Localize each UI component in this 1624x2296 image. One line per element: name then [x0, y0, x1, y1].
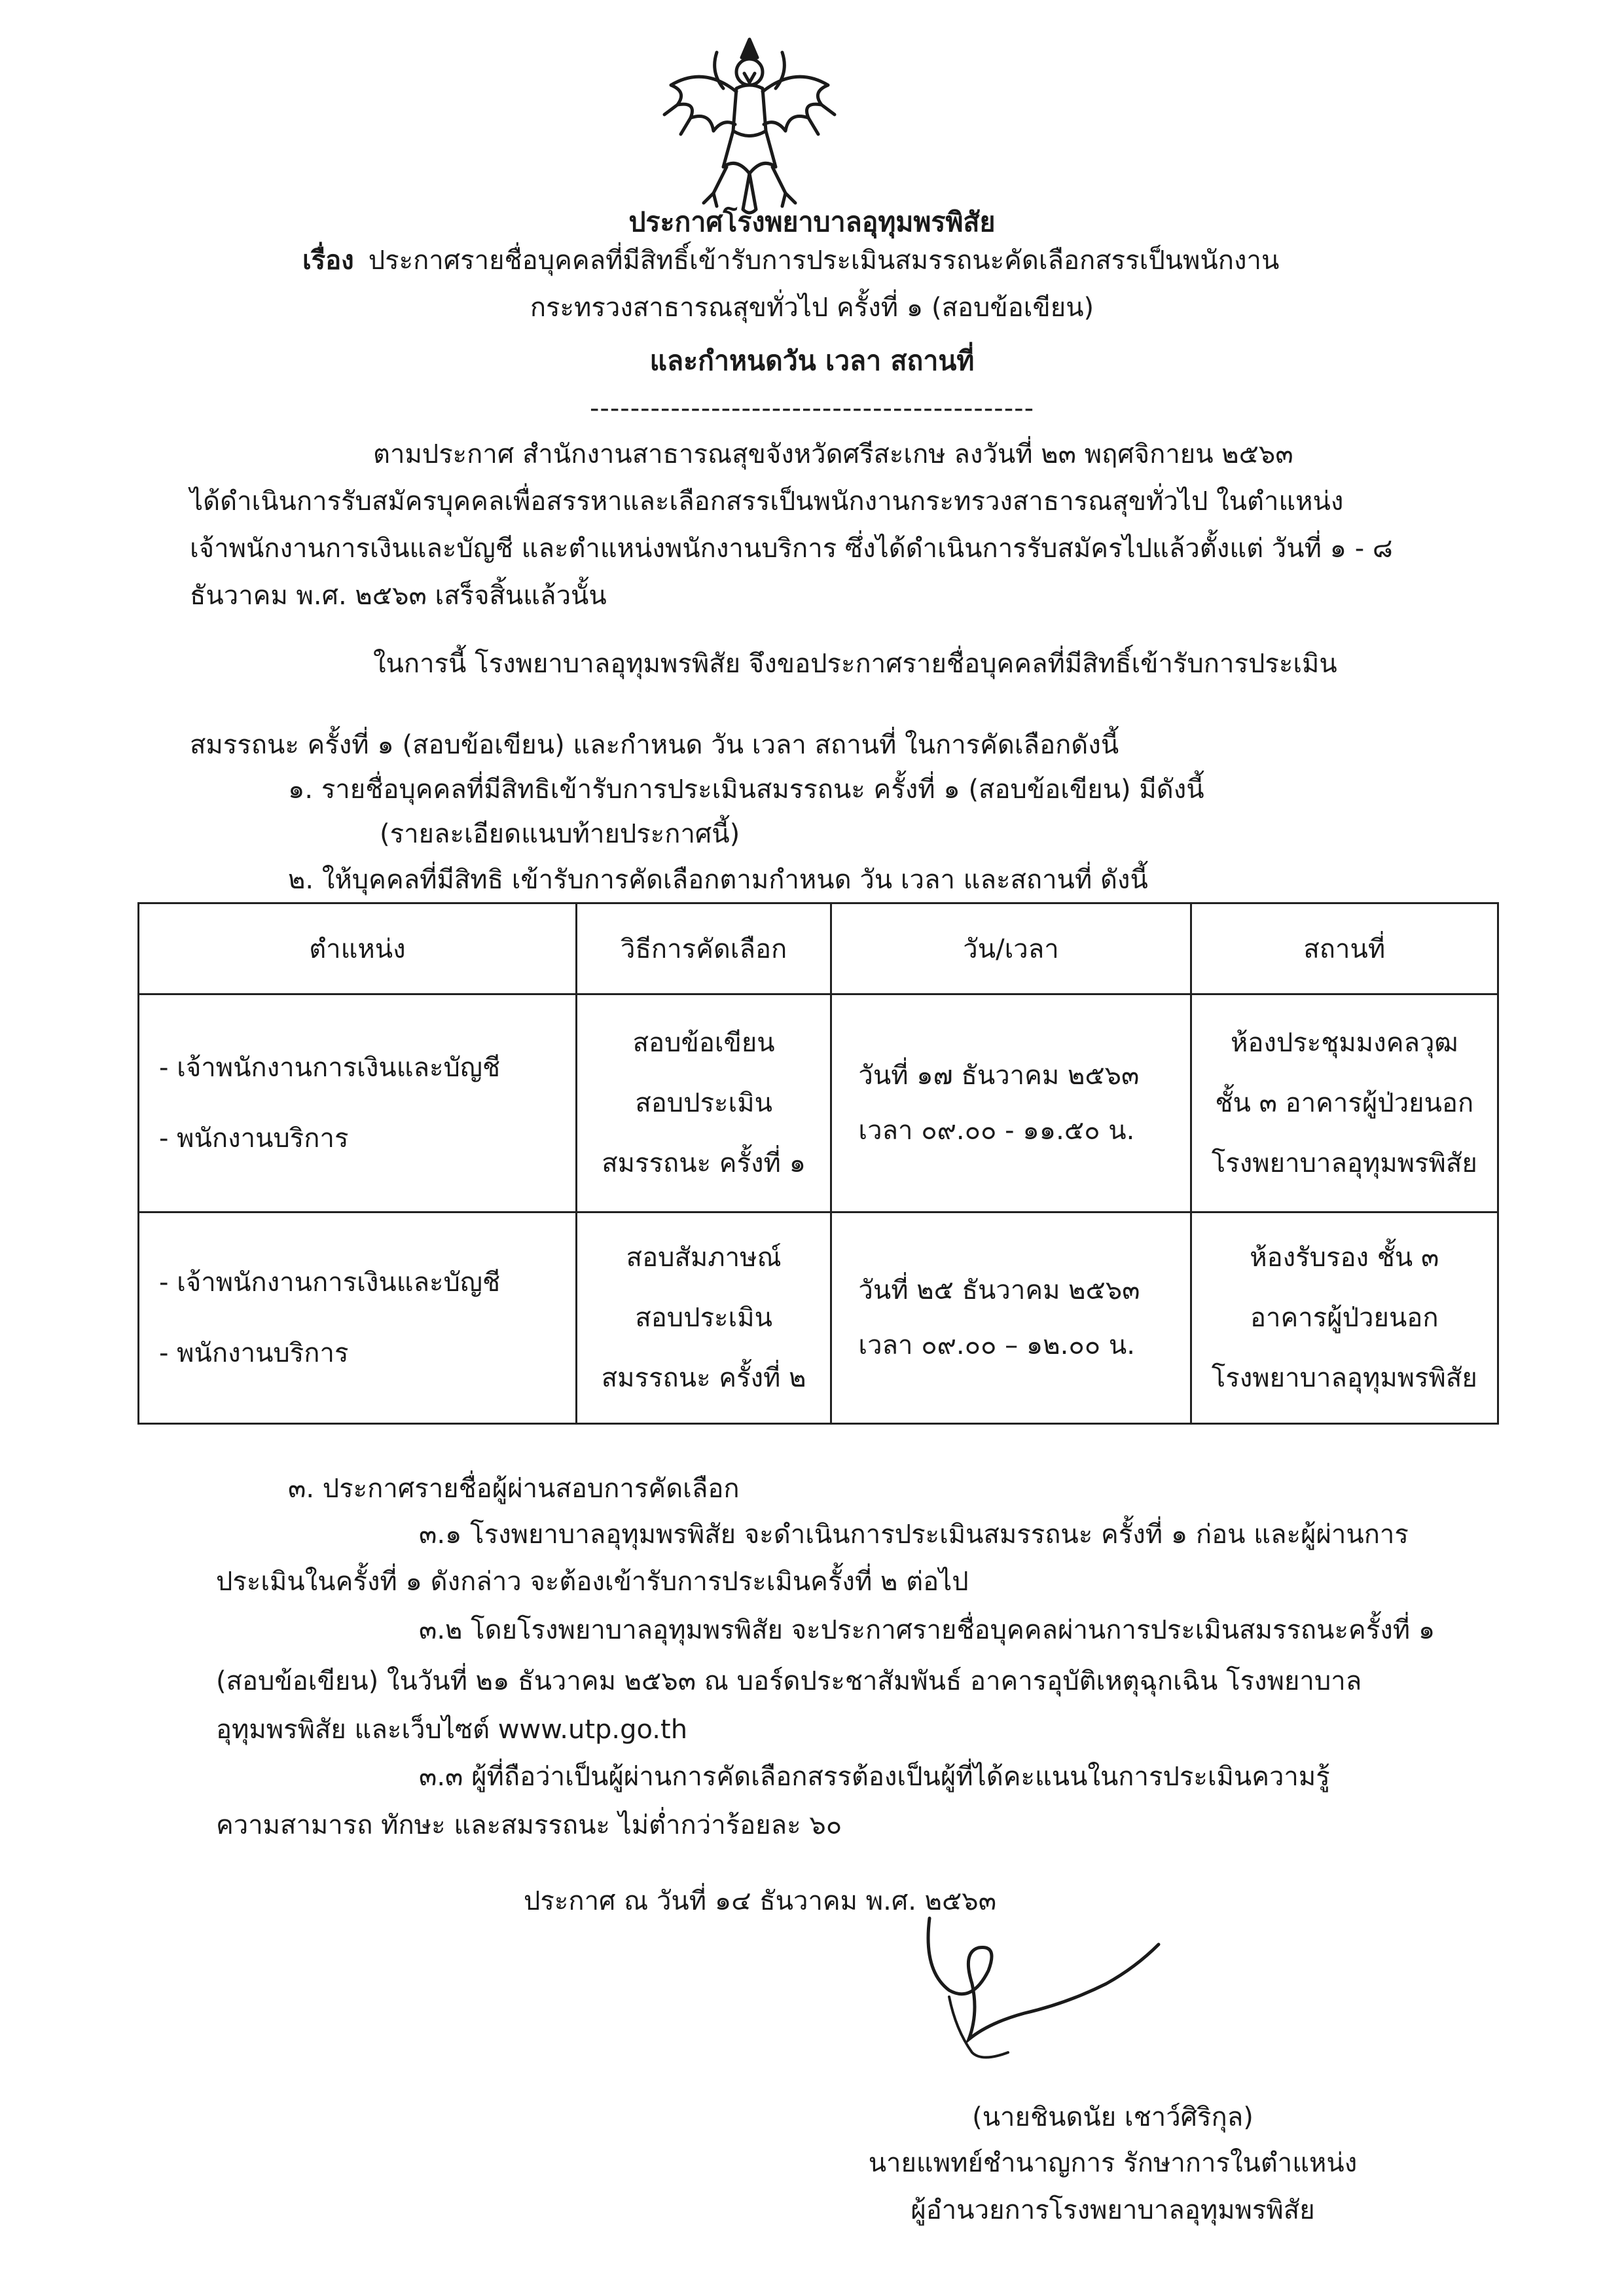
position-item: - พนักงานบริการ: [159, 1123, 349, 1154]
garuda-emblem-icon: [651, 26, 848, 223]
subject-text: ประกาศรายชื่อบุคคลที่มีสิทธิ์เข้ารับการประเมินสมรรถนะคัดเลือกสรรเป็นพนักงาน: [368, 246, 1280, 276]
time-text: เวลา ๐๙.๐๐ - ๑๑.๕๐ น.: [858, 1116, 1135, 1146]
paragraph-2-line-2: สมรรถนะ ครั้งที่ ๑ (สอบข้อเขียน) และกำหนด วัน เวลา สถานที่ ในการคัดเลือกดังนี้: [190, 730, 1119, 760]
method-line: สอบประเมิน: [635, 1303, 772, 1333]
method-cell: [576, 994, 831, 1212]
item-2: ๒. ให้บุคคลที่มีสิทธิ เข้ารับการคัดเลือกตามกำหนด วัน เวลา และสถานที่ ดังนี้: [288, 865, 1148, 895]
subject-label: เรื่อง: [302, 246, 354, 276]
page-title: ประกาศโรงพยาบาลอุทุมพรพิสัย: [628, 206, 996, 238]
section-3-2-line-3: อุทุมพรพิสัย และเว็บไซต์ www.utp.go.th: [216, 1715, 688, 1745]
method-cell: [576, 1212, 831, 1424]
table-header-row: [139, 903, 1498, 994]
datetime-cell: [831, 994, 1191, 1212]
position-cell: [139, 994, 577, 1212]
subject-line-2: กระทรวงสาธารณสุขทั่วไป ครั้งที่ ๑ (สอบข้อเขียน): [530, 293, 1094, 323]
section-3-1-line-2: ประเมินในครั้งที่ ๑ ดังกล่าว จะต้องเข้ารับการประเมินครั้งที่ ๒ ต่อไป: [216, 1567, 969, 1597]
subject-line-1: [302, 244, 1279, 278]
position-item: - พนักงานบริการ: [159, 1338, 349, 1368]
header-position: ตำแหน่ง: [139, 903, 577, 994]
place-line: ห้องประชุมมงคลวุฒ: [1231, 1028, 1458, 1058]
place-line: อาคารผู้ป่วยนอก: [1250, 1303, 1439, 1333]
header-place: สถานที่: [1191, 903, 1498, 994]
table-row: [139, 1212, 1498, 1424]
place-line: ชั้น ๓ อาคารผู้ป่วยนอก: [1215, 1088, 1474, 1118]
table-row: [139, 994, 1498, 1212]
signer-title-2: ผู้อำนวยการโรงพยาบาลอุทุมพรพิสัย: [911, 2195, 1315, 2225]
position-item: - เจ้าพนักงานการเงินและบัญชี: [159, 1267, 501, 1298]
place-line: โรงพยาบาลอุทุมพรพิสัย: [1211, 1148, 1477, 1178]
paragraph-1-line-3: เจ้าพนักงานการเงินและบัญชี และตำแหน่งพนักงานบริการ ซึ่งได้ดำเนินการรับสมัครไปแล้วตั้งแต่ วันที่ ๑ - ๘: [190, 534, 1393, 564]
section-3-2-line-1: ๓.๒ โดยโรงพยาบาลอุทุมพรพิสัย จะประกาศรายชื่อบุคคลผ่านการประเมินสมรรถนะครั้งที่ ๑: [419, 1615, 1435, 1645]
section-3-2-line-2: (สอบข้อเขียน) ในวันที่ ๒๑ ธันวาคม ๒๕๖๓ ณ บอร์ดประชาสัมพันธ์ อาคารอุบัติเหตุฉุกเฉิน โรงพยาบาล: [216, 1666, 1362, 1696]
item-1: ๑. รายชื่อบุคคลที่มีสิทธิเข้ารับการประเมินสมรรถนะ ครั้งที่ ๑ (สอบข้อเขียน) มีดังนี้: [288, 774, 1204, 805]
signer-title-1: นายแพทย์ชำนาญการ รักษาการในตำแหน่ง: [868, 2148, 1358, 2178]
place-cell: [1191, 994, 1498, 1212]
position-item: - เจ้าพนักงานการเงินและบัญชี: [159, 1053, 501, 1083]
section-3-1-line-1: ๓.๑ โรงพยาบาลอุทุมพรพิสัย จะดำเนินการประเมินสมรรถนะ ครั้งที่ ๑ ก่อน และผู้ผ่านการ: [419, 1520, 1409, 1550]
datetime-cell: [831, 1212, 1191, 1424]
method-line: สมรรถนะ ครั้งที่ ๑: [602, 1148, 806, 1178]
method-line: สมรรถนะ ครั้งที่ ๒: [601, 1363, 806, 1393]
handwritten-signature: [910, 1899, 1172, 2082]
title-divider: --------------------------------------------: [589, 393, 1035, 424]
position-cell: [139, 1212, 577, 1424]
paragraph-1-line-2: ได้ดำเนินการรับสมัครบุคคลเพื่อสรรหาและเลือกสรรเป็นพนักงานกระทรวงสาธารณสุขทั่วไป ในตำแหน่ง: [190, 486, 1344, 517]
method-line: สอบข้อเขียน: [632, 1028, 775, 1058]
announcement-date: ประกาศ ณ วันที่ ๑๔ ธันวาคม พ.ศ. ๒๕๖๓: [524, 1886, 997, 1916]
signer-name: (นายชินดนัย เชาว์ศิริกุล): [972, 2102, 1254, 2132]
place-line: ห้องรับรอง ชั้น ๓: [1250, 1243, 1439, 1273]
header-method: วิธีการคัดเลือก: [576, 903, 831, 994]
date-text: วันที่ ๒๕ ธันวาคม ๒๕๖๓: [858, 1275, 1140, 1305]
section-3-heading: ๓. ประกาศรายชื่อผู้ผ่านสอบการคัดเลือก: [288, 1474, 740, 1504]
section-3-3-line-1: ๓.๓ ผู้ที่ถือว่าเป็นผู้ผ่านการคัดเลือกสรรต้องเป็นผู้ที่ได้คะแนนในการประเมินความรู้: [419, 1762, 1330, 1792]
place-line: โรงพยาบาลอุทุมพรพิสัย: [1211, 1363, 1477, 1393]
schedule-table: [137, 902, 1499, 1425]
paragraph-1-line-1: ตามประกาศ สำนักงานสาธารณสุขจังหวัดศรีสะเกษ ลงวันที่ ๒๓ พฤศจิกายน ๒๕๖๓: [373, 439, 1293, 469]
paragraph-1-line-4: ธันวาคม พ.ศ. ๒๕๖๓ เสร็จสิ้นแล้วนั้น: [190, 581, 607, 611]
subject-line-3: และกำหนดวัน เวลา สถานที่: [649, 345, 975, 376]
item-1-note: (รายละเอียดแนบท้ายประกาศนี้): [380, 819, 740, 849]
header-datetime: วัน/เวลา: [831, 903, 1191, 994]
date-text: วันที่ ๑๗ ธันวาคม ๒๕๖๓: [858, 1061, 1140, 1091]
method-line: สอบประเมิน: [635, 1088, 772, 1118]
paragraph-2-line-1: ในการนี้ โรงพยาบาลอุทุมพรพิสัย จึงขอประกาศรายชื่อบุคคลที่มีสิทธิ์เข้ารับการประเมิน: [373, 649, 1337, 679]
section-3-3-line-2: ความสามารถ ทักษะ และสมรรถนะ ไม่ต่ำกว่าร้อยละ ๖๐: [216, 1810, 842, 1840]
method-line: สอบสัมภาษณ์: [626, 1243, 782, 1273]
place-cell: [1191, 1212, 1498, 1424]
time-text: เวลา ๐๙.๐๐ – ๑๒.๐๐ น.: [858, 1330, 1135, 1360]
